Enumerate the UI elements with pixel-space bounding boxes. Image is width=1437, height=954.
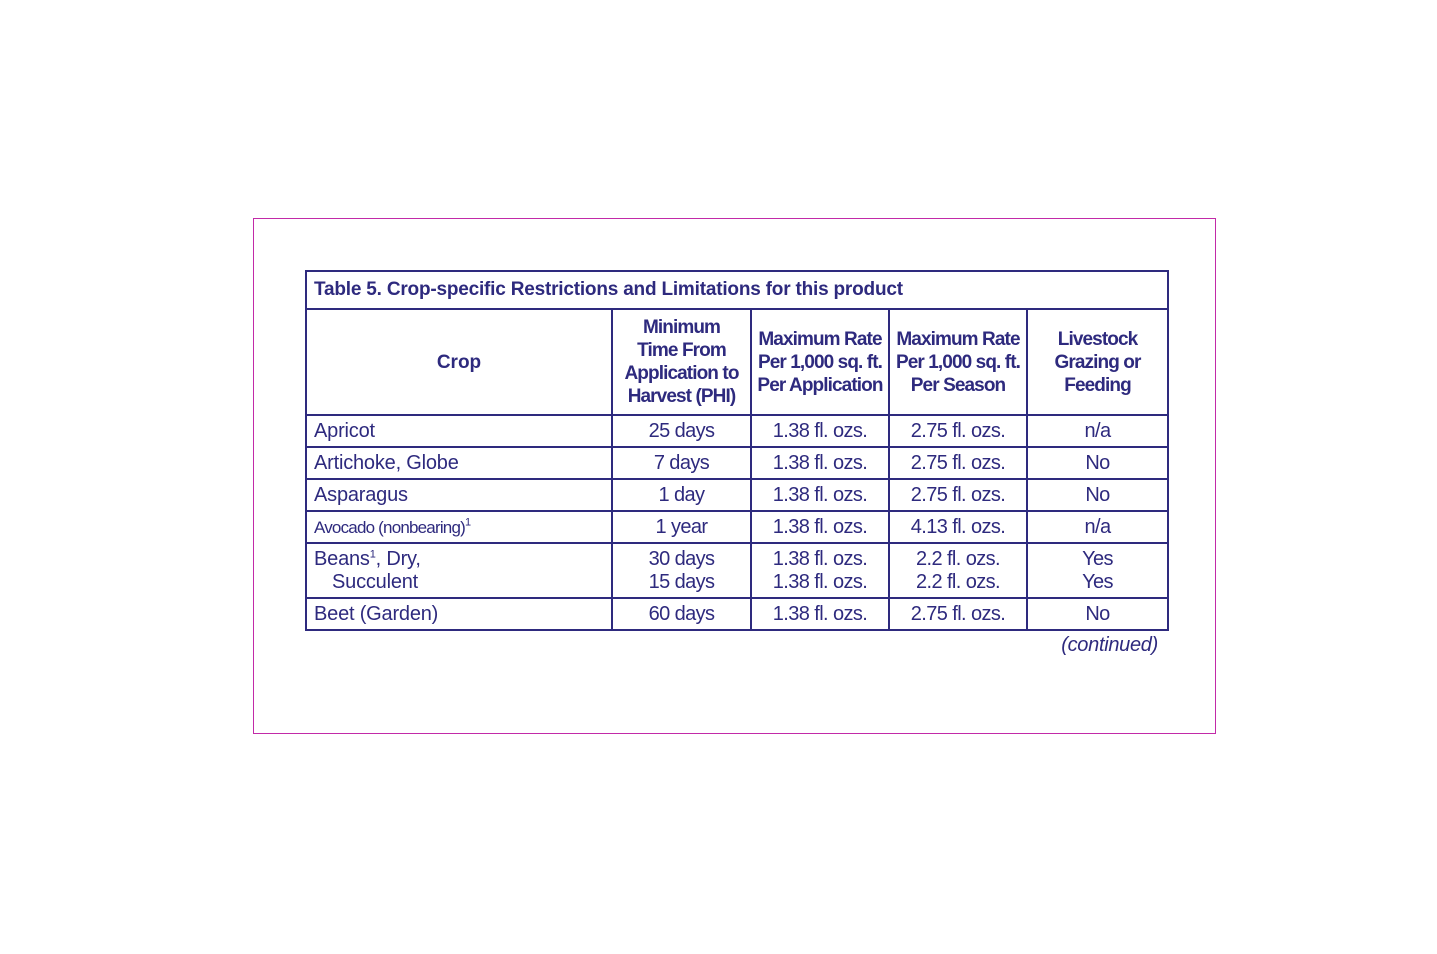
rate-application-cell: 1.38 fl. ozs. — [751, 479, 889, 511]
rate-season-cell: 2.75 fl. ozs. — [889, 415, 1027, 447]
phi-cell: 60 days — [612, 598, 751, 630]
table-row-beet — [306, 598, 1168, 630]
livestock-cell: Yes Yes — [1027, 543, 1168, 598]
header-crop: Crop — [306, 309, 612, 415]
crop-cell: Artichoke, Globe — [306, 447, 612, 479]
crop-cell — [306, 511, 612, 543]
livestock-cell: No — [1027, 479, 1168, 511]
crop-line-2: Succulent — [332, 570, 419, 593]
footnote-marker: 1 — [464, 515, 471, 528]
livestock-cell: n/a — [1027, 511, 1168, 543]
table-row-artichoke — [306, 447, 1168, 479]
header-max-rate-season: Maximum Rate Per 1,000 sq. ft. Per Season — [889, 309, 1027, 415]
livestock-cell: No — [1027, 598, 1168, 630]
rate-season-cell: 4.13 fl. ozs. — [889, 511, 1027, 543]
rate-application-cell: 1.38 fl. ozs. 1.38 fl. ozs. — [751, 543, 889, 598]
table-row-asparagus — [306, 479, 1168, 511]
table-row-apricot — [306, 415, 1168, 447]
rate-application-cell: 1.38 fl. ozs. — [751, 598, 889, 630]
header-phi: Minimum Time From Application to Harvest (PHI) — [612, 309, 751, 415]
livestock-cell: n/a — [1027, 415, 1168, 447]
table-row-avocado — [306, 511, 1168, 543]
rate-season-cell: 2.2 fl. ozs. 2.2 fl. ozs. — [889, 543, 1027, 598]
header-livestock: Livestock Grazing or Feeding — [1027, 309, 1168, 415]
rate-season-cell: 2.75 fl. ozs. — [889, 447, 1027, 479]
crop-cell — [306, 543, 612, 598]
header-max-rate-application: Maximum Rate Per 1,000 sq. ft. Per Application — [751, 309, 889, 415]
phi-cell: 7 days — [612, 447, 751, 479]
livestock-cell: No — [1027, 447, 1168, 479]
crop-restrictions-table — [305, 270, 1169, 631]
rate-application-cell: 1.38 fl. ozs. — [751, 511, 889, 543]
crop-name: Avocado (nonbearing) — [314, 517, 465, 537]
crop-line-1: Beans$^1$, Dry, — [314, 547, 421, 570]
phi-cell: 30 days 15 days — [612, 543, 751, 598]
crop-cell: Beet (Garden) — [306, 598, 612, 630]
rate-application-cell: 1.38 fl. ozs. — [751, 415, 889, 447]
footnote-marker: 1 — [369, 547, 376, 560]
phi-cell: 25 days — [612, 415, 751, 447]
phi-cell: 1 year — [612, 511, 751, 543]
table-header-row — [306, 309, 1168, 415]
crop-cell: Apricot — [306, 415, 612, 447]
phi-cell: 1 day — [612, 479, 751, 511]
table-caption: Table 5. Crop-specific Restrictions and Limitations for this product — [306, 271, 1168, 309]
table-row-beans — [306, 543, 1168, 598]
rate-season-cell: 2.75 fl. ozs. — [889, 598, 1027, 630]
crop-cell: Asparagus — [306, 479, 612, 511]
continued-note: (continued) — [1061, 634, 1158, 656]
rate-application-cell: 1.38 fl. ozs. — [751, 447, 889, 479]
rate-season-cell: 2.75 fl. ozs. — [889, 479, 1027, 511]
